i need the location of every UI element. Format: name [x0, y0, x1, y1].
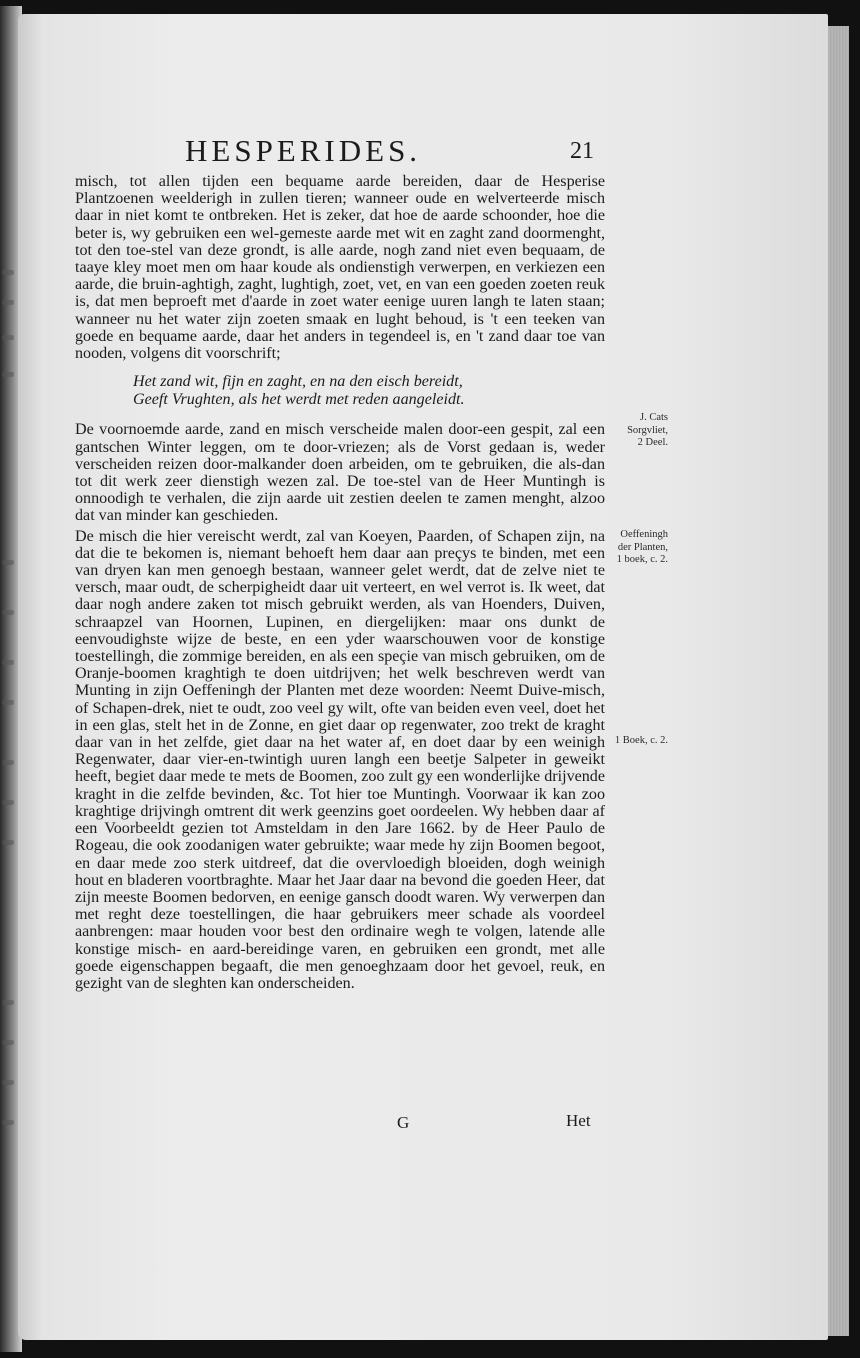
paragraph-2: De voornoemde aarde, zand en misch verscheide malen door-een gespit, zal een gantschen Winter leggen, om te door-vriezen; als de Vorst gedaan is, weder verscheiden reizen door-malkander doen arbeiden, om te gebruiken, die als-dan tot dit werk zeer dienstigh wezen zal. De toe-stel van de Heer Muntingh is onnoodigh te verhalen, die zijn aarde uit zestien deelen te zamen menght, alzoo dat van minder kan geschieden. [75, 421, 605, 525]
verse-line-2: Geeft Vrughten, als het werdt met reden aangeleidt. [133, 390, 465, 408]
facing-page-bleed [0, 0, 18, 1358]
signature-mark: G [397, 1113, 410, 1132]
page-fore-edge [826, 26, 849, 1336]
page-header [75, 133, 605, 169]
margin-note-cats: J. Cats Sorgvliet, 2 Deel. [627, 412, 668, 448]
margin-note-oeffeningh: Oeffeningh der Planten, 1 boek, c. 2. [616, 529, 668, 565]
body-text [75, 173, 605, 992]
verse-line-1: Het zand wit, fijn en zaght, en na den eisch bereidt, [133, 373, 463, 391]
catchword: Het [566, 1111, 591, 1130]
paragraph-3: De misch die hier vereischt werdt, zal van Koeyen, Paarden, of Schapen zijn, na dat die te bekomen is, niemant behoeft hem daar aan preçys te binden, met een van dryen kan men genoegh bestaan, wanneer gelet werdt, dat de zelve niet te versch, maar oudt, de scherpigheidt daar uit verteert, en wel verrot is. Ik weet, dat daar nogh andere zaken tot misch gebruikt werden, als van Hoenders, Duiven, schraapzel van Hoornen, Lupinen, en diergelijken: maar ons dunkt de eenvoudighste wijze de beste, en een yder waarschouwen voor de konstige toestellingh, die zommige bereiden, en als een speçie van misch gebruiken, om de Oranje-boomen kraghtigh te doen uitdrijven; het welk beschreven werdt van Munting in zijn Oeffeningh der Planten met deze woorden: Neemt Duive-misch, of Schapen-drek, niet te oudt, zoo veel gy wilt, ofte van beiden even veel, doet het in een glas, stelt het in de Zonne, en giet daar op regenwater, zoo trekt de kraght daar van in het zelfde, giet daar na het water af, en doet daar by een weinigh Regenwater, daar vier-en-twintigh uuren langh een beetje Salpeter in geweikt heeft, begiet daar mede te mets de Boomen, zoo zult gy een wonderlijke drijvende kraght in die zelfde bevinden, &c. Tot hier toe Muntingh. Voorwaar ik kan zoo kraghtige drijvingh omtrent dit werk geenzins goet oordeelen. Wy hebben daar af een Voorbeeldt gezien tot Amsteldam in den Jare 1662. by de Heer Paulo de Rogeau, die ook zoodanigen water gebruikte; waar mede hy zijn Boomen begoot, en daar mede zoo sterk uitdreef, dat die overvloedigh bloeiden, dogh weinigh hout en bladeren voortbraghte. Maar het Jaar daar na bevond die goeden Heer, dat zijn meeste Boomen bedorven, en eenige gansch doodt waren. Wy verwerpen dan met reght deze toestellingen, die haar gebruikers meer schade als voordeel aanbrengen: maar houden voor best den ordinaire wegh te volgen, latende alle konstige misch- en aard-bereidinge varen, en gebruiken een grondt, met alle goede eigenschappen begaaft, die men genoeghzaam door het gevoel, reuk, en gezight van de sleghten kan onderscheiden. [75, 527, 605, 992]
paragraph-1: misch, tot allen tijden een bequame aarde bereiden, daar de Hesperise Plantzoenen weelderigh in zullen tieren; wanneer oude en welverteerde misch daar in niet komt te ontbreken. Het is zeker, dat hoe de aarde schoonder, hoe die beter is, wy gebruiken een wel-gemeste aarde met wit en zaght zand doormenght, tot den toe-stel van deze grondt, is alle aarde, nogh zand niet even bequaam, de taaye kley moet men om haar koude als ondienstigh verwerpen, en verkiezen een aarde, die bruin-aghtigh, zaght, lughtigh, zoet, vet, en van een goeden zoeten reuk is, dat men beproeft met d'aarde in zoet water eenige uuren langh te laten staan; wanneer nu het water zijn zoeten smaak en lught behoud, is 't een teeken van goede en bequame aarde, daar het anders in tegendeel is, en 't zand daar toe van nooden, volgens dit voorschrift; [75, 173, 605, 363]
margin-note-boek: 1 Boek, c. 2. [614, 735, 668, 746]
verse-quote [133, 373, 605, 408]
running-title: HESPERIDES. [185, 133, 422, 168]
page-number: 21 [570, 138, 594, 164]
